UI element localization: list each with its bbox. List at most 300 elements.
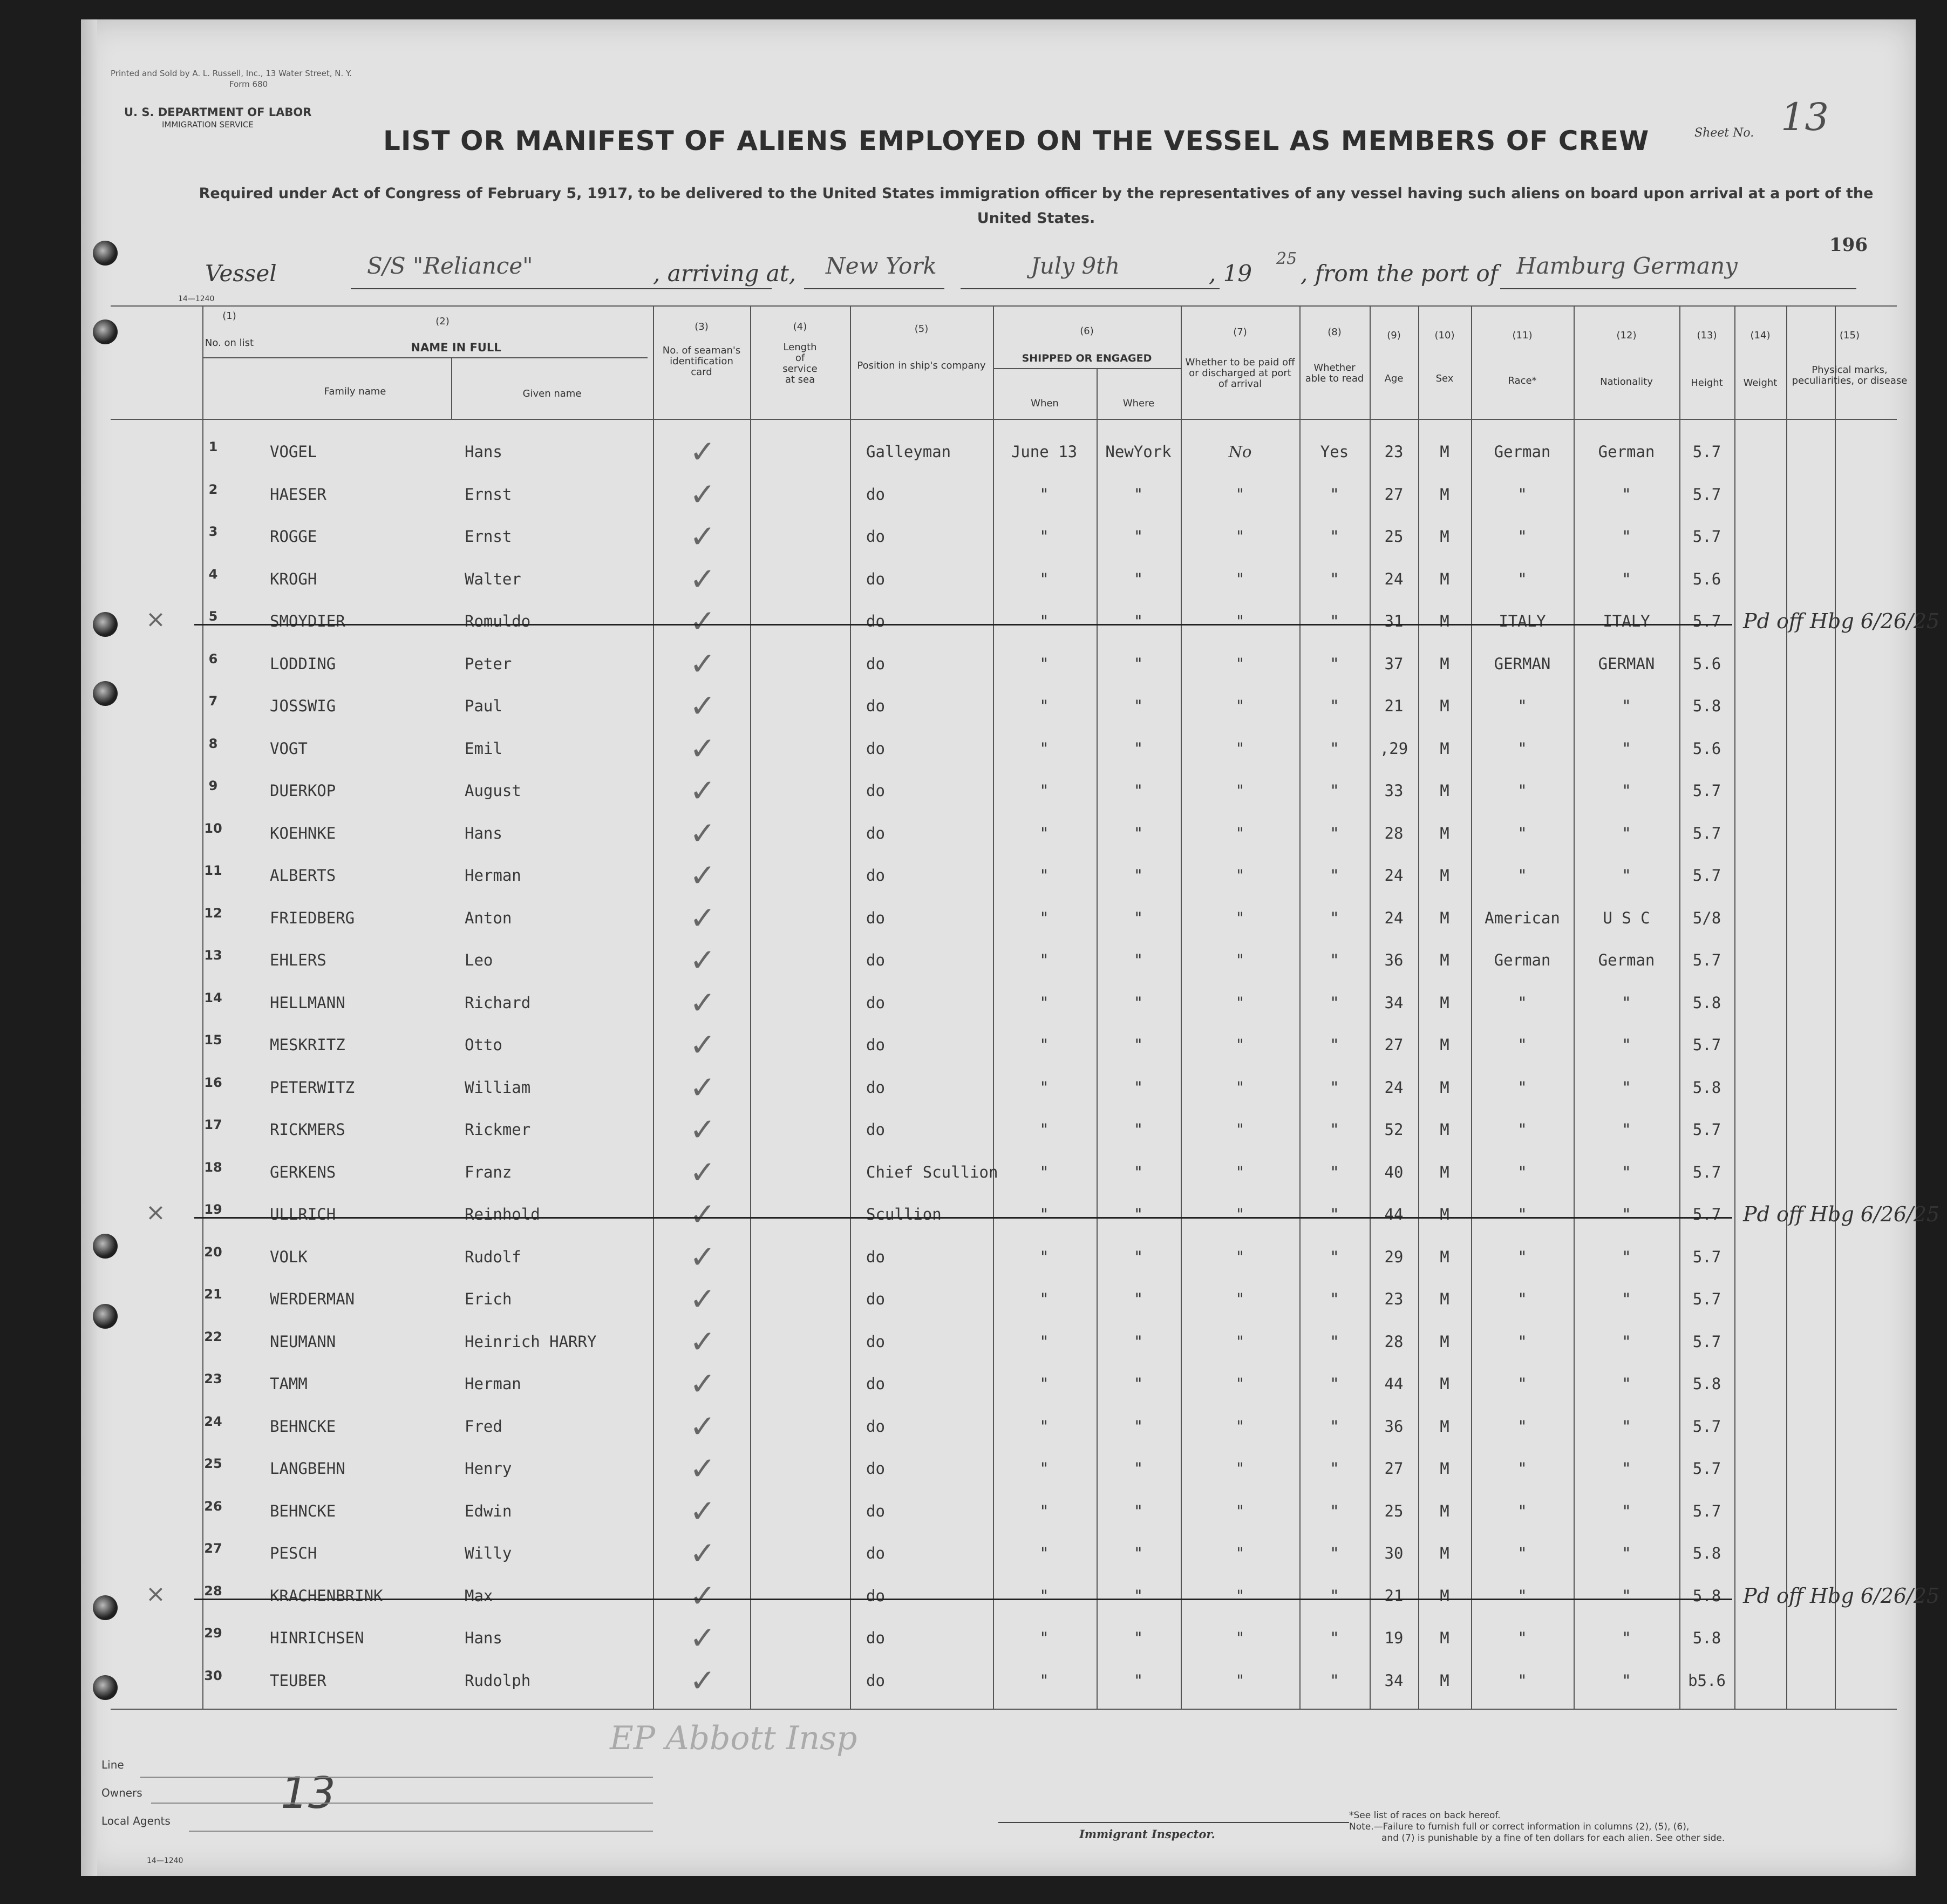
punch-hole xyxy=(93,1234,118,1259)
table-row xyxy=(81,939,1916,981)
row-number: 14 xyxy=(204,990,222,1005)
height: 5.8 xyxy=(1692,1586,1721,1605)
row-number: 20 xyxy=(204,1244,222,1260)
sex: M xyxy=(1440,1417,1449,1436)
nationality: " xyxy=(1622,485,1631,504)
age: ,29 xyxy=(1379,739,1408,758)
family-name: TEUBER xyxy=(270,1671,326,1690)
able-to-read: " xyxy=(1330,1459,1339,1478)
race: " xyxy=(1517,1501,1527,1520)
table-row xyxy=(81,1617,1916,1659)
table-row xyxy=(81,770,1916,812)
able-to-read: " xyxy=(1330,527,1339,546)
race: " xyxy=(1517,866,1527,885)
family-name: BEHNCKE xyxy=(270,1417,336,1436)
race: " xyxy=(1517,1459,1527,1478)
able-to-read: Yes xyxy=(1320,443,1349,461)
row-number: 26 xyxy=(204,1498,222,1514)
year-prefix: , 19 xyxy=(1209,260,1252,287)
remark xyxy=(1743,515,1947,557)
col-num-13: (13) xyxy=(1697,330,1717,341)
sex: M xyxy=(1440,612,1449,630)
shipped-when: " xyxy=(1039,739,1049,758)
punch-hole xyxy=(93,612,118,637)
given-name: Paul xyxy=(465,697,502,715)
race: " xyxy=(1517,1078,1527,1097)
height: 5.7 xyxy=(1692,1459,1721,1478)
sex: M xyxy=(1440,654,1449,673)
given-name: Henry xyxy=(465,1459,512,1478)
remark xyxy=(1743,1490,1947,1532)
given-name: Ernst xyxy=(465,485,512,504)
given-name: William xyxy=(465,1078,531,1097)
given-name: Fred xyxy=(465,1417,502,1436)
table-row xyxy=(81,727,1916,770)
checkmark-icon: ✓ xyxy=(689,1620,716,1656)
row-number: 25 xyxy=(204,1456,222,1471)
position: do xyxy=(866,569,885,588)
given-name: Herman xyxy=(465,866,521,885)
family-name: GERKENS xyxy=(270,1162,336,1181)
sex: M xyxy=(1440,1501,1449,1520)
checkmark-icon: ✓ xyxy=(689,857,716,894)
family-name: WERDERMAN xyxy=(270,1290,355,1308)
able-to-read: " xyxy=(1330,1036,1339,1054)
given-name: Edwin xyxy=(465,1501,512,1520)
position: do xyxy=(866,739,885,758)
position: do xyxy=(866,1586,885,1605)
note-line: *See list of races on back hereof. xyxy=(1349,1810,1501,1821)
family-name: ALBERTS xyxy=(270,866,336,885)
row-number: 22 xyxy=(204,1329,222,1344)
checkmark-icon: ✓ xyxy=(689,1111,716,1148)
position: do xyxy=(866,781,885,800)
height: 5/8 xyxy=(1692,908,1721,927)
table-row xyxy=(81,1405,1916,1447)
punch-hole xyxy=(93,241,118,266)
age: 19 xyxy=(1384,1629,1404,1647)
family-name: NEUMANN xyxy=(270,1332,336,1351)
position: do xyxy=(866,1247,885,1266)
shipped-when: " xyxy=(1039,993,1049,1012)
checkmark-icon: ✓ xyxy=(689,1069,716,1106)
position: do xyxy=(866,1290,885,1308)
table-row xyxy=(81,1447,1916,1490)
able-to-read: " xyxy=(1330,612,1339,630)
col-able-read: Whether able to read xyxy=(1305,362,1364,384)
given-name: Herman xyxy=(465,1375,521,1393)
shipped-where: " xyxy=(1133,527,1143,546)
row-number: 6 xyxy=(208,651,218,667)
height: 5.7 xyxy=(1692,485,1721,504)
paid-off: " xyxy=(1236,993,1244,1012)
height: 5.7 xyxy=(1692,1247,1721,1266)
col-sex: Sex xyxy=(1435,373,1454,384)
sex: M xyxy=(1440,1205,1449,1223)
checkmark-icon: ✓ xyxy=(689,984,716,1021)
vessel-name: S/S "Reliance" xyxy=(367,253,533,279)
table-row xyxy=(81,1321,1916,1363)
remark xyxy=(1743,939,1947,981)
paid-off: " xyxy=(1236,697,1244,715)
inspector-signature: EP Abbott Insp xyxy=(610,1719,857,1757)
race: GERMAN xyxy=(1494,654,1551,673)
punch-hole xyxy=(93,319,118,344)
race: " xyxy=(1517,1629,1527,1647)
row-number: 15 xyxy=(204,1032,222,1048)
col-when: When xyxy=(1031,398,1059,409)
nationality: " xyxy=(1622,739,1631,758)
service-name: IMMIGRATION SERVICE xyxy=(162,120,254,130)
checkmark-icon: ✓ xyxy=(689,1281,716,1317)
paid-off: " xyxy=(1236,1544,1244,1562)
row-number: 9 xyxy=(208,778,218,793)
shipped-where: " xyxy=(1133,697,1143,715)
nationality: " xyxy=(1622,1162,1631,1181)
age: 23 xyxy=(1384,443,1404,461)
checkmark-icon: ✓ xyxy=(689,560,716,597)
nationality: " xyxy=(1622,1375,1631,1393)
col-shipped: SHIPPED OR ENGAGED xyxy=(1022,352,1152,364)
race: German xyxy=(1494,951,1551,969)
sex: M xyxy=(1440,1162,1449,1181)
checkmark-icon: ✓ xyxy=(689,1407,716,1445)
able-to-read: " xyxy=(1330,1629,1339,1647)
col-position: Position in ship's company xyxy=(857,360,986,371)
paid-off: " xyxy=(1236,951,1244,969)
height: 5.7 xyxy=(1692,1205,1721,1223)
shipped-when: " xyxy=(1039,527,1049,546)
row-number: 11 xyxy=(204,863,222,878)
age: 30 xyxy=(1384,1544,1404,1562)
height: 5.8 xyxy=(1692,1078,1721,1097)
paid-off: " xyxy=(1236,1629,1244,1647)
remark xyxy=(1743,473,1947,515)
sex: M xyxy=(1440,569,1449,588)
family-name: LODDING xyxy=(270,654,336,673)
sex: M xyxy=(1440,527,1449,546)
col-num-9: (9) xyxy=(1387,330,1401,341)
checkmark-icon: ✓ xyxy=(689,645,716,682)
sex: M xyxy=(1440,1078,1449,1097)
family-name: VOGT xyxy=(270,739,308,758)
row-number: 5 xyxy=(208,609,218,624)
remark xyxy=(1743,1660,1947,1702)
given-name: Franz xyxy=(465,1162,512,1181)
remark xyxy=(1743,1321,1947,1363)
remark xyxy=(1743,431,1947,473)
sex: M xyxy=(1440,951,1449,969)
paid-off: " xyxy=(1236,1332,1244,1351)
family-name: JOSSWIG xyxy=(270,697,336,715)
shipped-where: " xyxy=(1133,1332,1143,1351)
height: 5.6 xyxy=(1692,654,1721,673)
table-row xyxy=(81,1066,1916,1109)
family-name: LANGBEHN xyxy=(270,1459,345,1478)
race: " xyxy=(1517,1036,1527,1054)
race: " xyxy=(1517,1290,1527,1308)
position: do xyxy=(866,1671,885,1690)
shipped-when: " xyxy=(1039,1671,1049,1690)
able-to-read: " xyxy=(1330,569,1339,588)
shipped-when: " xyxy=(1039,697,1049,715)
checkmark-icon: ✓ xyxy=(689,1026,716,1063)
table-row xyxy=(81,812,1916,854)
remark xyxy=(1743,770,1947,812)
position: do xyxy=(866,1544,885,1562)
given-name: Reinhold xyxy=(465,1205,540,1223)
remark xyxy=(1743,1024,1947,1066)
row-number: 8 xyxy=(208,736,218,751)
position: do xyxy=(866,527,885,546)
row-number: 2 xyxy=(208,481,218,497)
shipped-when: " xyxy=(1039,1205,1049,1223)
nationality: " xyxy=(1622,697,1631,715)
col-num-8: (8) xyxy=(1328,327,1342,338)
table-row xyxy=(81,1193,1940,1235)
paid-off: No xyxy=(1228,443,1252,461)
sex: M xyxy=(1440,1671,1449,1690)
shipped-when: " xyxy=(1039,1586,1049,1605)
position: Galleyman xyxy=(866,443,951,461)
row-number: 23 xyxy=(204,1371,222,1386)
position: do xyxy=(866,1417,885,1436)
age: 27 xyxy=(1384,1036,1404,1054)
able-to-read: " xyxy=(1330,654,1339,673)
checkmark-icon: ✓ xyxy=(689,899,716,936)
height: 5.7 xyxy=(1692,951,1721,969)
family-name: SMOYDIER xyxy=(270,612,345,630)
row-number: 28 xyxy=(204,1583,222,1599)
shipped-where: " xyxy=(1133,1078,1143,1097)
sex: M xyxy=(1440,1459,1449,1478)
nationality: " xyxy=(1622,1078,1631,1097)
family-name: PETERWITZ xyxy=(270,1078,355,1097)
age: 44 xyxy=(1384,1205,1404,1223)
shipped-where: " xyxy=(1133,1501,1143,1520)
age: 31 xyxy=(1384,612,1404,630)
sex: M xyxy=(1440,1120,1449,1139)
sex: M xyxy=(1440,781,1449,800)
height: 5.8 xyxy=(1692,1629,1721,1647)
stamp-number: 196 xyxy=(1829,234,1868,256)
given-name: Rudolph xyxy=(465,1671,531,1690)
paid-off: " xyxy=(1236,1671,1244,1690)
checkmark-icon: ✓ xyxy=(689,433,716,470)
paid-off: " xyxy=(1236,1586,1244,1605)
nationality: " xyxy=(1622,1332,1631,1351)
remark xyxy=(1743,1109,1947,1151)
height: 5.7 xyxy=(1692,1417,1721,1436)
checkmark-icon: ✓ xyxy=(689,1535,716,1572)
col-paid-off: Whether to be paid off or discharged at port of arrival xyxy=(1185,357,1295,390)
shipped-when: " xyxy=(1039,1501,1049,1520)
col-num-1: (1) xyxy=(222,310,236,322)
cross-icon: × xyxy=(146,1199,166,1226)
paid-off: " xyxy=(1236,527,1244,546)
col-nationality: Nationality xyxy=(1600,376,1653,387)
paid-off: " xyxy=(1236,569,1244,588)
table-row xyxy=(81,600,1940,642)
paid-off: " xyxy=(1236,654,1244,673)
nationality: " xyxy=(1622,1290,1631,1308)
shipped-when: " xyxy=(1039,1375,1049,1393)
race: " xyxy=(1517,739,1527,758)
cross-icon: × xyxy=(146,606,166,633)
age: 24 xyxy=(1384,1078,1404,1097)
paid-off: " xyxy=(1236,739,1244,758)
col-num-15: (15) xyxy=(1840,330,1860,341)
table-row xyxy=(81,1532,1916,1574)
paid-off: " xyxy=(1236,908,1244,927)
department-name: U. S. DEPARTMENT OF LABOR xyxy=(124,106,312,119)
able-to-read: " xyxy=(1330,1332,1339,1351)
able-to-read: " xyxy=(1330,951,1339,969)
form-number: Form 680 xyxy=(229,79,268,89)
able-to-read: " xyxy=(1330,1078,1339,1097)
remark xyxy=(1743,1617,1947,1659)
height: 5.8 xyxy=(1692,1544,1721,1562)
punch-hole xyxy=(93,681,118,706)
paid-off: " xyxy=(1236,1036,1244,1054)
paid-off: " xyxy=(1236,1290,1244,1308)
col-num-3: (3) xyxy=(695,321,709,332)
able-to-read: " xyxy=(1330,485,1339,504)
shipped-when: " xyxy=(1039,569,1049,588)
shipped-where: " xyxy=(1133,1459,1143,1478)
race: " xyxy=(1517,1247,1527,1266)
col-weight: Weight xyxy=(1743,377,1778,389)
checkmark-icon: ✓ xyxy=(689,1492,716,1529)
remark xyxy=(1743,897,1947,939)
race: " xyxy=(1517,993,1527,1012)
form-code: 14—1240 xyxy=(178,295,215,303)
col-id-card: No. of seaman's identification card xyxy=(662,345,741,378)
form-code-footer: 14—1240 xyxy=(147,1857,183,1865)
age: 24 xyxy=(1384,569,1404,588)
shipped-where: " xyxy=(1133,824,1143,842)
col-num-11: (11) xyxy=(1512,330,1533,341)
remark xyxy=(1743,643,1947,685)
remark xyxy=(1743,558,1947,600)
family-name: BEHNCKE xyxy=(270,1501,336,1520)
checkmark-icon: ✓ xyxy=(689,1238,716,1275)
shipped-where: " xyxy=(1133,1417,1143,1436)
shipped-where: " xyxy=(1133,1247,1143,1266)
shipped-where: " xyxy=(1133,612,1143,630)
nationality: " xyxy=(1622,1205,1631,1223)
punch-hole xyxy=(93,1675,118,1700)
checkmark-icon: ✓ xyxy=(689,688,716,724)
checkmark-icon: ✓ xyxy=(689,942,716,978)
position: do xyxy=(866,1501,885,1520)
from-port-label: , from the port of xyxy=(1301,260,1499,287)
sex: M xyxy=(1440,1375,1449,1393)
nationality: " xyxy=(1622,824,1631,842)
paid-off: " xyxy=(1236,781,1244,800)
remark xyxy=(1743,812,1947,854)
given-name: Hans xyxy=(465,824,502,842)
table-row xyxy=(81,1236,1916,1278)
manifest-sheet xyxy=(81,19,1940,1876)
shipped-when: " xyxy=(1039,1629,1049,1647)
able-to-read: " xyxy=(1330,1120,1339,1139)
position: do xyxy=(866,654,885,673)
height: 5.7 xyxy=(1692,824,1721,842)
sex: M xyxy=(1440,908,1449,927)
paid-off: " xyxy=(1236,1162,1244,1181)
position: do xyxy=(866,1629,885,1647)
table-row xyxy=(81,1024,1916,1066)
able-to-read: " xyxy=(1330,824,1339,842)
position: do xyxy=(866,1036,885,1054)
row-number: 3 xyxy=(208,524,218,539)
race: " xyxy=(1517,1205,1527,1223)
shipped-where: " xyxy=(1133,739,1143,758)
able-to-read: " xyxy=(1330,1247,1339,1266)
row-number: 12 xyxy=(204,905,222,921)
family-name: VOLK xyxy=(270,1247,308,1266)
given-name: Hans xyxy=(465,443,502,461)
checkmark-icon: ✓ xyxy=(689,1323,716,1360)
age: 36 xyxy=(1384,951,1404,969)
nationality: " xyxy=(1622,569,1631,588)
given-name: Emil xyxy=(465,739,502,758)
nationality: " xyxy=(1622,1459,1631,1478)
checkmark-icon: ✓ xyxy=(689,730,716,767)
sex: M xyxy=(1440,697,1449,715)
shipped-where: " xyxy=(1133,1036,1143,1054)
col-num-2: (2) xyxy=(435,316,450,327)
height: 5.7 xyxy=(1692,1290,1721,1308)
age: 28 xyxy=(1384,824,1404,842)
inspector-label: Immigrant Inspector. xyxy=(1079,1827,1215,1841)
shipped-where: " xyxy=(1133,1375,1143,1393)
nationality: " xyxy=(1622,1629,1631,1647)
given-name: Erich xyxy=(465,1290,512,1308)
line-value: 13 xyxy=(281,1768,336,1818)
sex: M xyxy=(1440,824,1449,842)
shipped-where: " xyxy=(1133,1544,1143,1562)
age: 36 xyxy=(1384,1417,1404,1436)
col-age: Age xyxy=(1384,373,1404,384)
shipped-where: " xyxy=(1133,1671,1143,1690)
height: 5.7 xyxy=(1692,781,1721,800)
given-name: Rickmer xyxy=(465,1120,531,1139)
age: 27 xyxy=(1384,485,1404,504)
shipped-where: " xyxy=(1133,951,1143,969)
given-name: Max xyxy=(465,1586,493,1605)
nationality: " xyxy=(1622,1501,1631,1520)
shipped-where: " xyxy=(1133,654,1143,673)
row-number: 16 xyxy=(204,1075,222,1090)
height: b5.6 xyxy=(1688,1671,1726,1690)
shipped-when: " xyxy=(1039,781,1049,800)
page-title: LIST OR MANIFEST OF ALIENS EMPLOYED ON THE VESSEL AS MEMBERS OF CREW xyxy=(383,125,1650,157)
page-subtitle: Required under Act of Congress of February 5, 1917, to be delivered to the United States immigration officer by the representatives of any vessel having such aliens on board upon arrival at a port of the United States. xyxy=(199,185,1874,227)
sex: M xyxy=(1440,1247,1449,1266)
family-name: FRIEDBERG xyxy=(270,908,355,927)
able-to-read: " xyxy=(1330,1501,1339,1520)
printer-line: Printed and Sold by A. L. Russell, Inc., 13 Water Street, N. Y. xyxy=(111,69,352,78)
age: 25 xyxy=(1384,1501,1404,1520)
remark xyxy=(1743,1236,1947,1278)
remark xyxy=(1743,1405,1947,1447)
table-row xyxy=(81,558,1916,600)
position: do xyxy=(866,951,885,969)
nationality: German xyxy=(1598,951,1655,969)
race: " xyxy=(1517,781,1527,800)
